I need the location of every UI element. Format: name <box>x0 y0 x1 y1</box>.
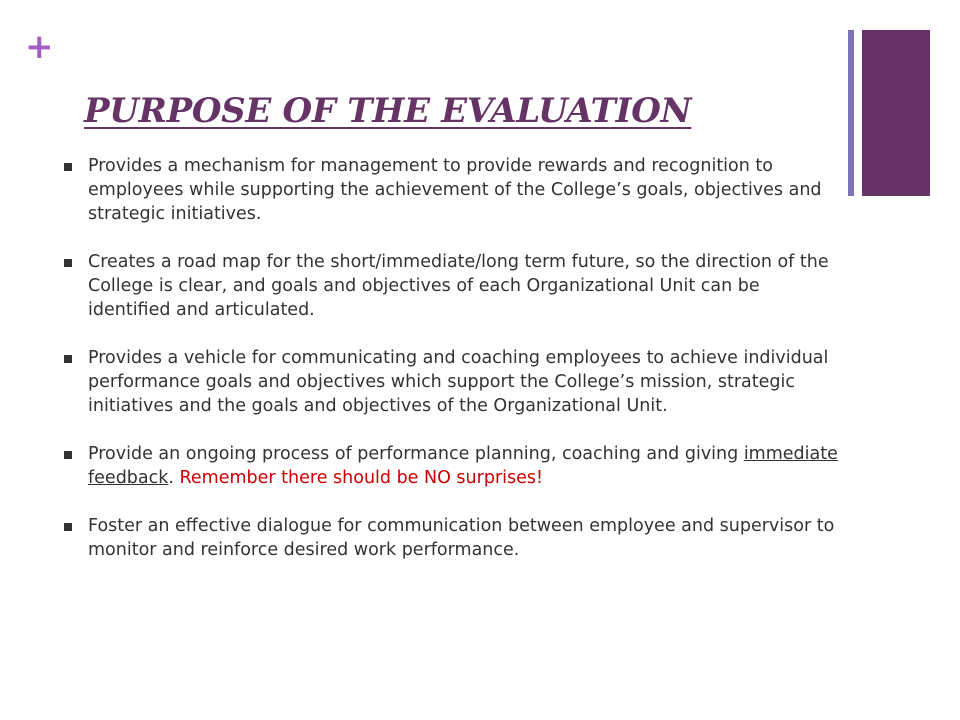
bullet-text: Provides a mechanism for management to provide rewards and recognition to employees while supporting the achievement of the College’s goals, objectives and strategic initiatives. <box>88 156 822 224</box>
bullet-text: Creates a road map for the short/immediate/long term future, so the direction of the College is clear, and goals and objectives of each Organizational Unit can be identified and articulated. <box>88 252 829 320</box>
bullet-item-road-map <box>64 250 842 322</box>
bullet-text-period: . <box>168 468 180 488</box>
bullet-text: Provides a vehicle for communicating and coaching employees to achieve individual performance goals and objectives which support the College’s mission, strategic initiatives and the goals and objectives of the Organizational Unit. <box>88 348 829 416</box>
accent-bar-thick <box>862 30 930 196</box>
bullet-text-start: Provide an ongoing process of performance planning, coaching and giving <box>88 444 744 464</box>
immediate-feedback-text: immediate feedback <box>88 444 838 488</box>
bullet-list <box>64 154 842 586</box>
bullet-item-coaching-vehicle <box>64 346 842 418</box>
square-bullet-icon <box>64 451 72 459</box>
bullet-text: Foster an effective dialogue for communication between employee and supervisor to monitor and reinforce desired work performance. <box>88 516 835 560</box>
square-bullet-icon <box>64 355 72 363</box>
plus-icon: + <box>25 27 54 67</box>
bullet-item-ongoing-process <box>64 442 842 490</box>
square-bullet-icon <box>64 163 72 171</box>
bullet-item-dialogue <box>64 514 842 562</box>
slide-title: PURPOSE OF THE EVALUATION <box>84 91 692 131</box>
no-surprises-highlight: Remember there should be NO surprises! <box>179 468 544 488</box>
bullet-item-rewards <box>64 154 842 226</box>
accent-bar-thin <box>848 30 854 196</box>
square-bullet-icon <box>64 259 72 267</box>
square-bullet-icon <box>64 523 72 531</box>
bullet-text <box>88 444 838 488</box>
